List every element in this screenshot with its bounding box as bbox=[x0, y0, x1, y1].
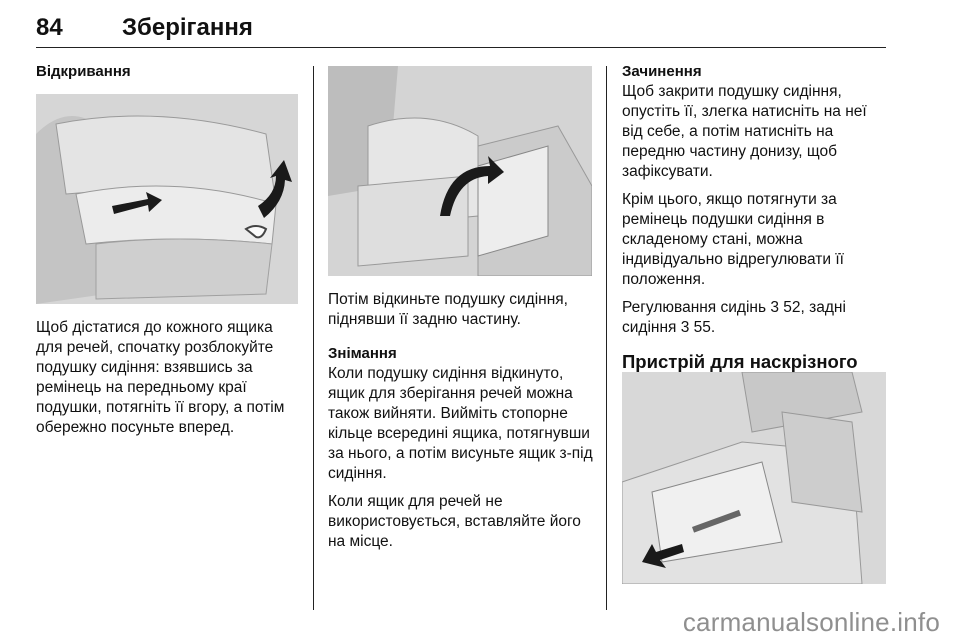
seat-fold-illustration bbox=[328, 66, 592, 276]
column-1 bbox=[36, 62, 298, 82]
page-number: 84 bbox=[36, 14, 63, 41]
seat-unlock-illustration bbox=[36, 94, 298, 304]
watermark: carmanualsonline.info bbox=[682, 607, 940, 637]
section-heading-removal: Знімання bbox=[328, 345, 397, 362]
chapter-title: Зберігання bbox=[122, 14, 253, 41]
section-title-passthrough: Пристрій для наскрізного bbox=[622, 351, 858, 372]
page-ref-icon: 3 bbox=[680, 319, 690, 336]
paragraph-removal: Коли подушку сидіння відкинуто, ящик для зберігання речей можна також вийняти. Вийміть стопорне кільце всередині ящика, потягнувши за нього, а потім висуньте ящик з-під сидіння. bbox=[328, 365, 593, 482]
section-heading-opening: Відкривання bbox=[36, 63, 131, 80]
ref-page-rear: 55 bbox=[693, 319, 711, 336]
ref-text-rear: , задні сидіння bbox=[622, 299, 846, 336]
ref-text-seats: Регулювання сидінь bbox=[622, 299, 771, 316]
caption-fold: Потім відкиньте подушку сидіння, піднявши її задню частину. bbox=[328, 291, 568, 328]
header-divider bbox=[36, 47, 886, 48]
column-2-body bbox=[328, 290, 596, 552]
paragraph-storage: Коли ящик для речей не використовується, вставляйте його на місце. bbox=[328, 493, 581, 550]
page-ref-icon: 3 bbox=[770, 299, 779, 316]
paragraph-closing: Щоб закрити подушку сидіння, опустіть її, злегка натисніть на неї від себе, а потім натисніть на передню частину донизу, щоб зафіксувати. bbox=[622, 83, 867, 180]
paragraph-adjust: Крім цього, якщо потягнути за ремінець подушки сидіння в складеному стані, можна індивідуально відрегулювати її положення. bbox=[622, 191, 844, 288]
column-divider-right bbox=[606, 66, 607, 610]
paragraph-references: Регулювання сидінь 3 52, задні сидіння 3 55. bbox=[622, 299, 846, 336]
ref-page-seats: 52 bbox=[783, 299, 801, 316]
section-heading-closing: Зачинення bbox=[622, 63, 702, 80]
column-1-body bbox=[36, 318, 298, 438]
column-divider-left bbox=[313, 66, 314, 610]
paragraph-opening: Щоб дістатися до кожного ящика для речей, спочатку розблокуйте подушку сидіння: взявшись за ремінець на передньому краї подушки, потягніть її вгору, а потім обережно посуньте вперед. bbox=[36, 319, 285, 436]
column-3 bbox=[622, 62, 886, 396]
page-header bbox=[36, 14, 886, 50]
passthrough-illustration bbox=[622, 372, 886, 584]
